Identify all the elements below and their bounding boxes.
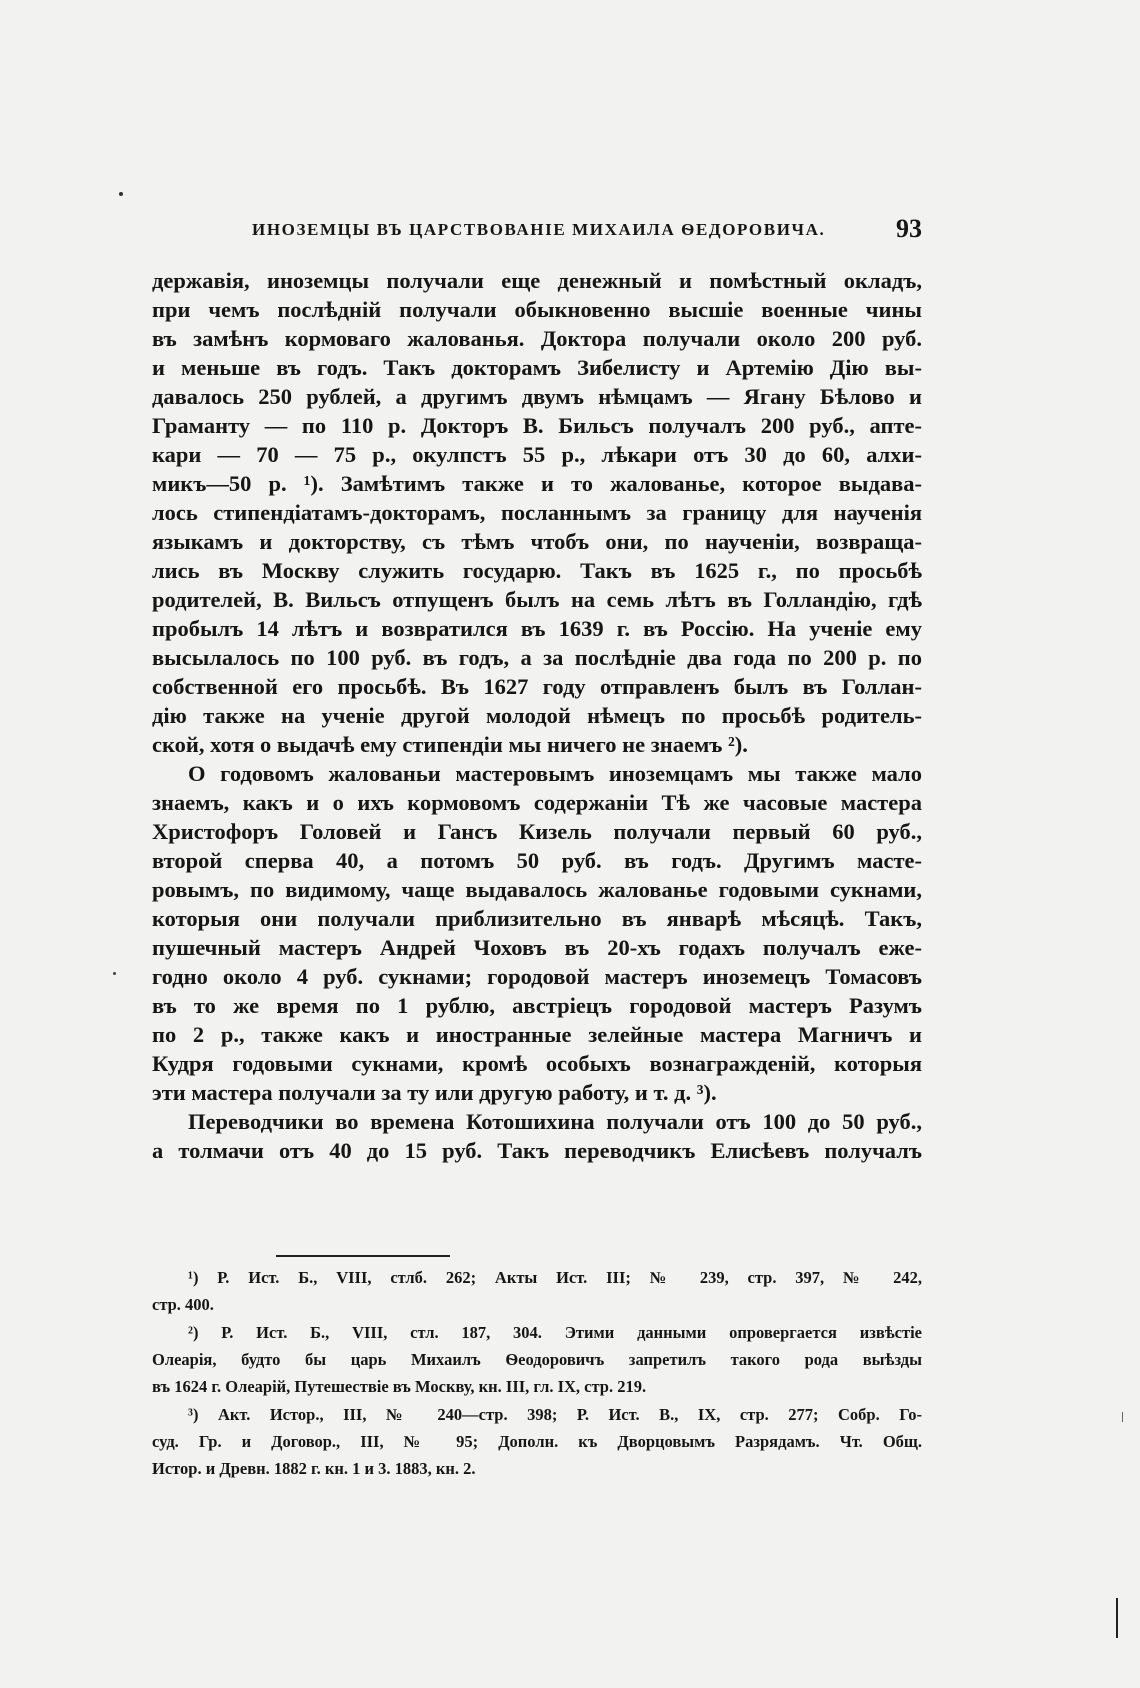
running-header [252, 214, 922, 246]
footnotes [152, 1264, 922, 1483]
text-line: лись въ Москву служить государю. Такъ въ 1625 г., по просьбѣ [152, 558, 922, 583]
text-line: высылалось по 100 руб. въ годъ, а за послѣдніе два года по 200 р. по [152, 645, 922, 670]
main-text [152, 266, 922, 1165]
text-line: микъ—50 р. ¹). Замѣтимъ также и то жалованье, которое выдава- [152, 471, 922, 496]
text-line: лось стипендіатамъ-докторамъ, посланнымъ за границу для наученія [152, 500, 922, 525]
text-line: Граманту — по 110 р. Докторъ В. Бильсъ получалъ 200 руб., апте- [152, 413, 922, 438]
text-line: а толмачи отъ 40 до 15 руб. Такъ переводчикъ Елисѣевъ получалъ [152, 1138, 922, 1163]
text-line: Переводчики во времена Котошихина получали отъ 100 до 50 руб., [188, 1109, 922, 1134]
text-line: Кудря годовыми сукнами, кромѣ особыхъ вознагражденій, которыя [152, 1051, 922, 1076]
text-line: въ замѣнъ кормоваго жалованья. Доктора получали около 200 руб. [152, 326, 922, 351]
footnote [152, 1319, 922, 1400]
text-line: давалось 250 рублей, а другимъ двумъ нѣмцамъ — Ягану Бѣлово и [152, 384, 922, 409]
text-line: знаемъ, какъ и о ихъ кормовомъ содержаніи Тѣ же часовые мастера [152, 790, 922, 815]
footnote-line: ²) Р. Ист. Б., VIII, стл. 187, 304. Этими данными опровергается извѣстіе [188, 1323, 922, 1342]
text-line: собственной его просьбѣ. Въ 1627 году отправленъ былъ въ Голлан- [152, 674, 922, 699]
footnote-line: стр. 400. [152, 1295, 214, 1314]
scan-speck [113, 972, 116, 975]
text-line: кари — 70 — 75 р., окулпстъ 55 р., лѣкари отъ 30 до 60, алхи- [152, 442, 922, 467]
text-line: при чемъ послѣдній получали обыкновенно высшіе военные чины [152, 297, 922, 322]
footnote-line: въ 1624 г. Олеарій, Путешествіе въ Москву, кн. III, гл. IX, стр. 219. [152, 1377, 647, 1396]
text-line: пробылъ 14 лѣтъ и возвратился въ 1639 г. въ Россію. На ученіе ему [152, 616, 922, 641]
text-line: родителей, В. Вильсъ отпущенъ былъ на семь лѣтъ въ Голландію, гдѣ [152, 587, 922, 612]
text-line: дію также на ученіе другой молодой нѣмецъ по просьбѣ родитель- [152, 703, 922, 728]
footnote-line: Истор. и Древн. 1882 г. кн. 1 и 3. 1883, кн. 2. [152, 1459, 476, 1478]
text-line: по 2 р., также какъ и иностранные зелейные мастера Магничъ и [152, 1022, 922, 1047]
footnote-line: ³) Акт. Истор., III, № 240—стр. 398; Р. Ист. В., IX, стр. 277; Собр. Го- [188, 1405, 922, 1424]
footnote-line: суд. Гр. и Договор., III, № 95; Дополн. къ Дворцовымъ Разрядамъ. Чт. Общ. [152, 1432, 922, 1451]
text-line: и меньше въ годъ. Такъ докторамъ Зибелисту и Артемію Дію вы- [152, 355, 922, 380]
text-line: языкамъ и докторству, съ тѣмъ чтобъ они, по наученіи, возвраща- [152, 529, 922, 554]
text-line: годно около 4 руб. сукнами; городовой мастеръ иноземецъ Томасовъ [152, 964, 922, 989]
footnote [152, 1264, 922, 1318]
paragraph [152, 1107, 922, 1165]
scan-mark [1116, 1598, 1118, 1638]
running-title: ИНОЗЕМЦЫ ВЪ ЦАРСТВОВАНІЕ МИХАИЛА ѲЕДОРОВИЧА. [252, 220, 826, 239]
paragraph [152, 266, 922, 759]
text-line: ровымъ, по видимому, чаще выдавалось жалованье годовыми сукнами, [152, 877, 922, 902]
footnote-line: Олеарія, будто бы царь Михаилъ Ѳеодоровичъ запретилъ такого рода выѣзды [152, 1350, 922, 1369]
text-line: державія, иноземцы получали еще денежный и помѣстный окладъ, [152, 268, 922, 293]
scan-speck [119, 192, 123, 196]
page-number: 93 [896, 214, 922, 243]
text-line: въ то же время по 1 рублю, австріецъ городовой мастеръ Разумъ [152, 993, 922, 1018]
text-line: ской, хотя о выдачѣ ему стипендіи мы ничего не знаемъ ²). [152, 732, 748, 757]
footnote-separator [276, 1255, 450, 1257]
text-line: эти мастера получали за ту или другую работу, и т. д. ³). [152, 1080, 717, 1105]
text-line: которыя они получали приблизительно въ январѣ мѣсяцѣ. Такъ, [152, 906, 922, 931]
text-line: второй сперва 40, а потомъ 50 руб. въ годъ. Другимъ масте- [152, 848, 922, 873]
footnote [152, 1401, 922, 1482]
text-line: Христофоръ Головей и Гансъ Кизель получали первый 60 руб., [152, 819, 922, 844]
text-line: пушечный мастеръ Андрей Чоховъ въ 20-хъ годахъ получалъ еже- [152, 935, 922, 960]
text-line: О годовомъ жалованьи мастеровымъ иноземцамъ мы также мало [188, 761, 922, 786]
paragraph [152, 759, 922, 1107]
footnote-line: ¹) Р. Ист. Б., VIII, стлб. 262; Акты Ист. III; № 239, стр. 397, № 242, [188, 1268, 922, 1287]
scan-mark [1122, 1412, 1123, 1422]
